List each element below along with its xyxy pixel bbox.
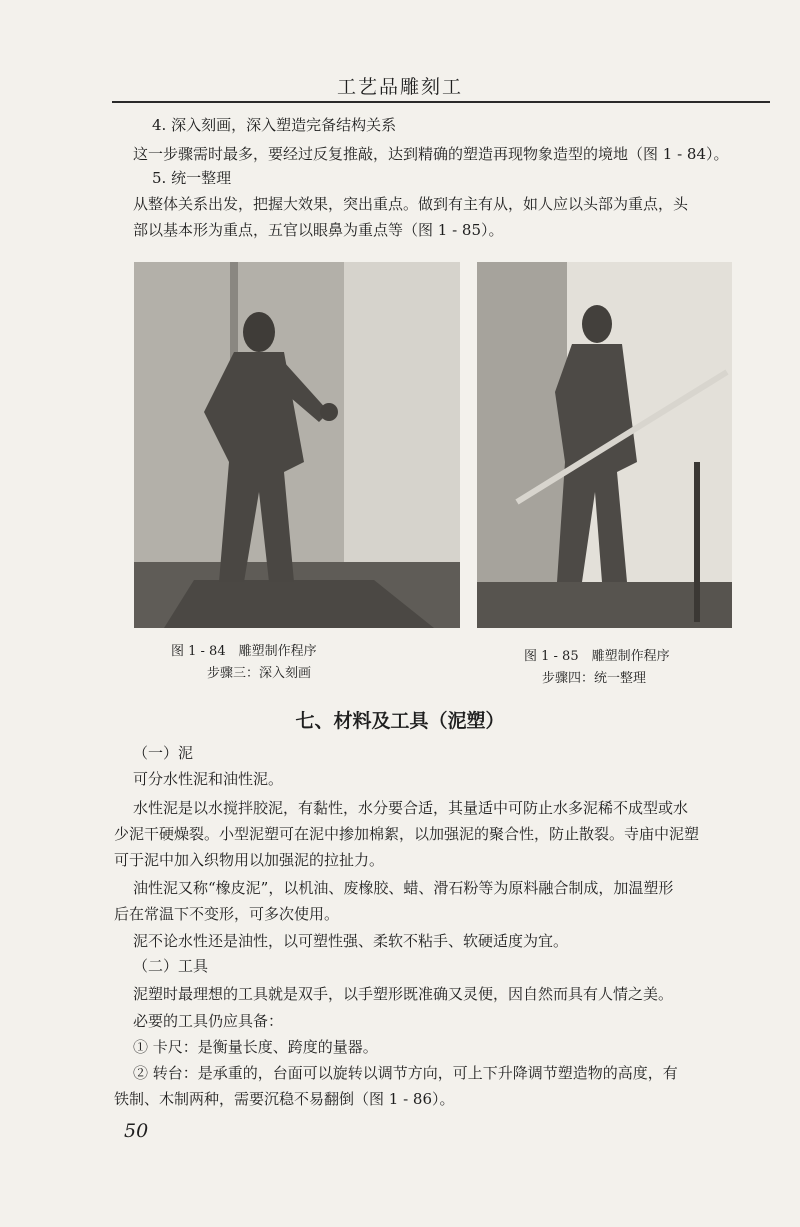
figure-1-84-caption-line1: 图 1 - 84 雕塑制作程序 <box>171 644 317 659</box>
subheading-step-5: 5. 统一整理 <box>152 169 232 187</box>
running-header-title: 工艺品雕刻工 <box>336 76 463 98</box>
figure-1-84-photo <box>134 262 460 628</box>
paragraph-line: 这一步骤需时最多，要经过反复推敲，达到精确的塑造再现物象造型的境地（图 1 - 84）。 <box>133 145 729 163</box>
paragraph-line: 泥塑时最理想的工具就是双手，以手塑形既准确又灵便，因自然而具有人情之美。 <box>133 985 674 1003</box>
paragraph-line: 可分水性泥和油性泥。 <box>133 770 284 788</box>
paragraph-line: 可于泥中加入织物用以加强泥的拉扯力。 <box>114 851 385 869</box>
subheading-step-4: 4. 深入刻画，深入塑造完备结构关系 <box>152 116 397 134</box>
paragraph-line: 从整体关系出发，把握大效果，突出重点。做到有主有从，如人应以头部为重点，头 <box>133 195 689 213</box>
figure-1-85-photo <box>477 262 732 628</box>
paragraph-line: 铁制、木制两种，需要沉稳不易翻倒（图 1 - 86）。 <box>114 1090 455 1108</box>
paragraph-line: 少泥干硬燥裂。小型泥塑可在泥中掺加棉絮，以加强泥的聚合性，防止散裂。寺庙中泥塑 <box>114 825 700 843</box>
subheading-tools: （二）工具 <box>133 957 209 975</box>
header-rule <box>112 101 770 103</box>
figure-1-84-caption-line2: 步骤三：深入刻画 <box>207 666 312 681</box>
paragraph-line: 泥不论水性还是油性，以可塑性强、柔软不粘手、软硬适度为宜。 <box>133 932 569 950</box>
paragraph-line: 部以基本形为重点，五官以眼鼻为重点等（图 1 - 85）。 <box>133 221 504 239</box>
page-number: 50 <box>124 1120 149 1142</box>
paragraph-line: 后在常温下不变形，可多次使用。 <box>114 905 340 923</box>
paragraph-line: 水性泥是以水搅拌胶泥，有黏性，水分要合适，其量适中可防止水多泥稀不成型或水 <box>133 799 689 817</box>
figure-1-85-caption-line2: 步骤四：统一整理 <box>542 671 647 686</box>
paragraph-line: 必要的工具仍应具备： <box>133 1012 284 1030</box>
list-item-turntable: ② 转台：是承重的，台面可以旋转以调节方向，可上下升降调节塑造物的高度，有 <box>133 1064 678 1082</box>
figure-1-85-caption-line1: 图 1 - 85 雕塑制作程序 <box>524 649 670 664</box>
subheading-clay: （一）泥 <box>133 744 194 762</box>
paragraph-line: 油性泥又称“橡皮泥”，以机油、废橡胶、蜡、滑石粉等为原料融合制成，加温塑形 <box>133 879 674 897</box>
list-item-caliper: ① 卡尺：是衡量长度、跨度的量器。 <box>133 1038 378 1056</box>
section-title: 七、材料及工具（泥塑） <box>295 710 505 732</box>
